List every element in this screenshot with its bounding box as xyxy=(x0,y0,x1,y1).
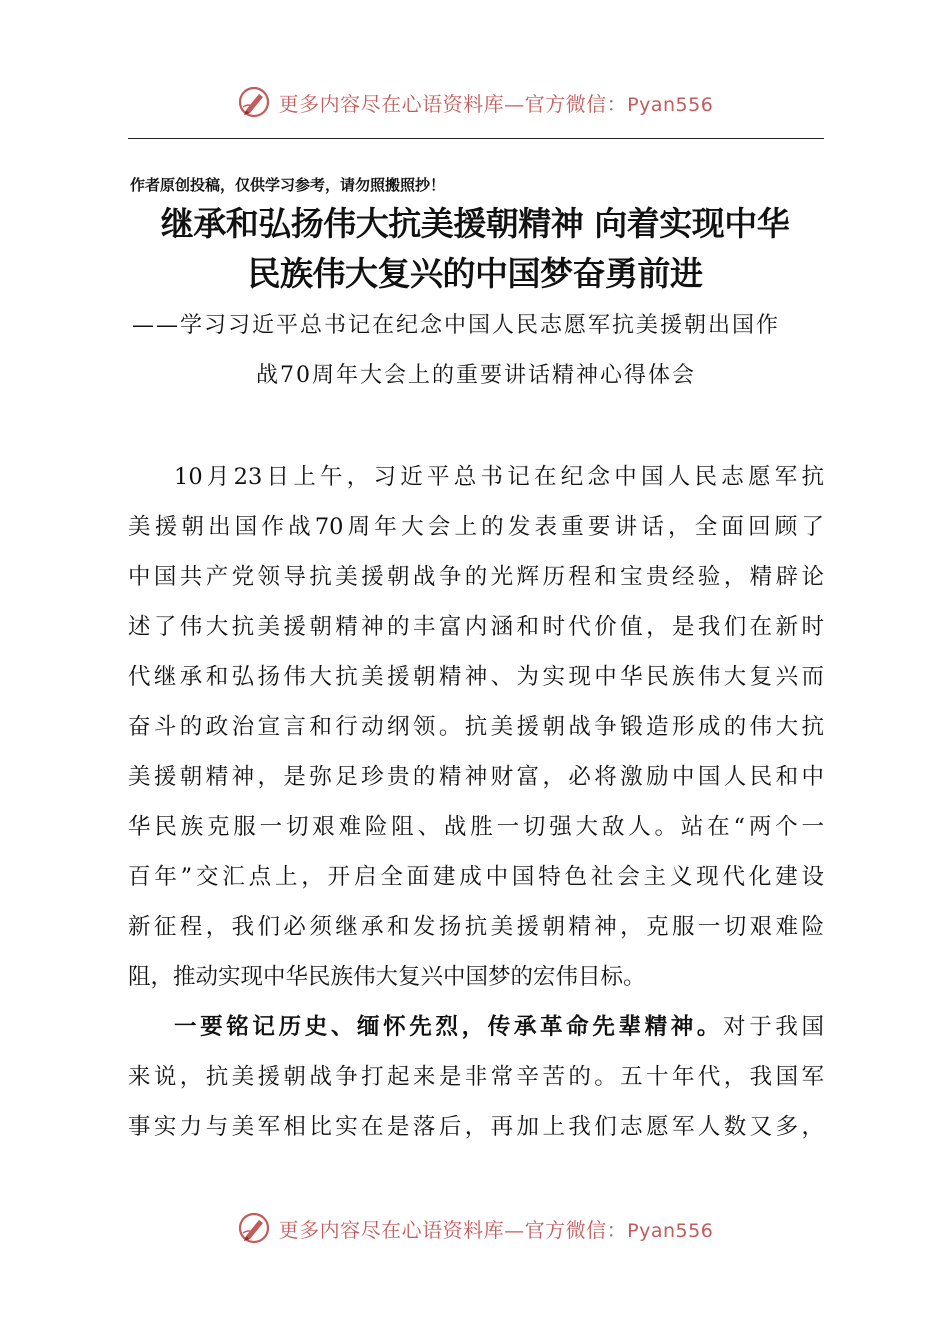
document-title-line-1: 继承和弘扬伟大抗美援朝精神 向着实现中华 xyxy=(160,204,790,243)
document-title-line-2: 民族伟大复兴的中国梦奋勇前进 xyxy=(247,254,703,293)
paragraph-1-line: 10月23日上午，习近平总书记在纪念中国人民志愿军抗 xyxy=(174,464,824,490)
footer-banner xyxy=(0,1208,950,1248)
body-text xyxy=(128,452,824,1152)
paragraph-1-line: 述了伟大抗美援朝精神的丰富内涵和时代价值，是我们在新时 xyxy=(128,614,824,640)
header-rule xyxy=(128,138,824,139)
paragraph-1-line: 华民族克服一切艰难险阻、战胜一切强大敌人。站在“两个一 xyxy=(128,814,824,840)
pen-logo-icon xyxy=(237,1211,271,1245)
header-banner-text: 更多内容尽在心语资料库—官方微信：Pyan556 xyxy=(278,91,714,116)
paragraph-2-lead-rest: 对于我国 xyxy=(723,1014,824,1040)
header-banner xyxy=(0,82,950,122)
paragraph-1-line: 美援朝精神，是弥足珍贵的精神财富，必将激励中国人民和中 xyxy=(128,764,824,790)
paragraph-1-line: 百年”交汇点上，开启全面建成中国特色社会主义现代化建设 xyxy=(128,864,824,890)
paragraph-1-line: 奋斗的政治宣言和行动纲领。抗美援朝战争锻造形成的伟大抗 xyxy=(128,714,824,740)
disclaimer: 作者原创投稿，仅供学习参考，请勿照搬照抄！ xyxy=(130,176,446,194)
paragraph-1-line: 中国共产党领导抗美援朝战争的光辉历程和宝贵经验，精辟论 xyxy=(128,564,824,590)
document-subtitle-line-1: ——学习习近平总书记在纪念中国人民志愿军抗美援朝出国作 xyxy=(132,313,781,338)
header-wechat-id: Pyan556 xyxy=(627,93,714,116)
document-subtitle-line-2: 战70周年大会上的重要讲话精神心得体会 xyxy=(256,363,696,388)
paragraph-1-line: 美援朝出国作战70周年大会上的发表重要讲话，全面回顾了 xyxy=(128,514,824,540)
paragraph-2-first-line xyxy=(128,1002,824,1052)
footer-banner-text: 更多内容尽在心语资料库—官方微信：Pyan556 xyxy=(278,1217,714,1242)
pen-logo-icon xyxy=(237,85,271,119)
footer-wechat-id: Pyan556 xyxy=(627,1219,714,1242)
paragraph-1-line: 代继承和弘扬伟大抗美援朝精神、为实现中华民族伟大复兴而 xyxy=(128,664,824,690)
paragraph-1-line: 新征程，我们必须继承和发扬抗美援朝精神，克服一切艰难险 xyxy=(128,914,824,940)
paragraph-2-lead: 一要铭记历史、缅怀先烈，传承革命先辈精神。 xyxy=(174,1014,724,1040)
paragraph-1-line: 阻，推动实现中华民族伟大复兴中国梦的宏伟目标。 xyxy=(128,964,646,990)
paragraph-2-line: 来说，抗美援朝战争打起来是非常辛苦的。五十年代，我国军 xyxy=(128,1064,824,1090)
paragraph-2-line: 事实力与美军相比实在是落后，再加上我们志愿军人数又多， xyxy=(128,1114,824,1140)
